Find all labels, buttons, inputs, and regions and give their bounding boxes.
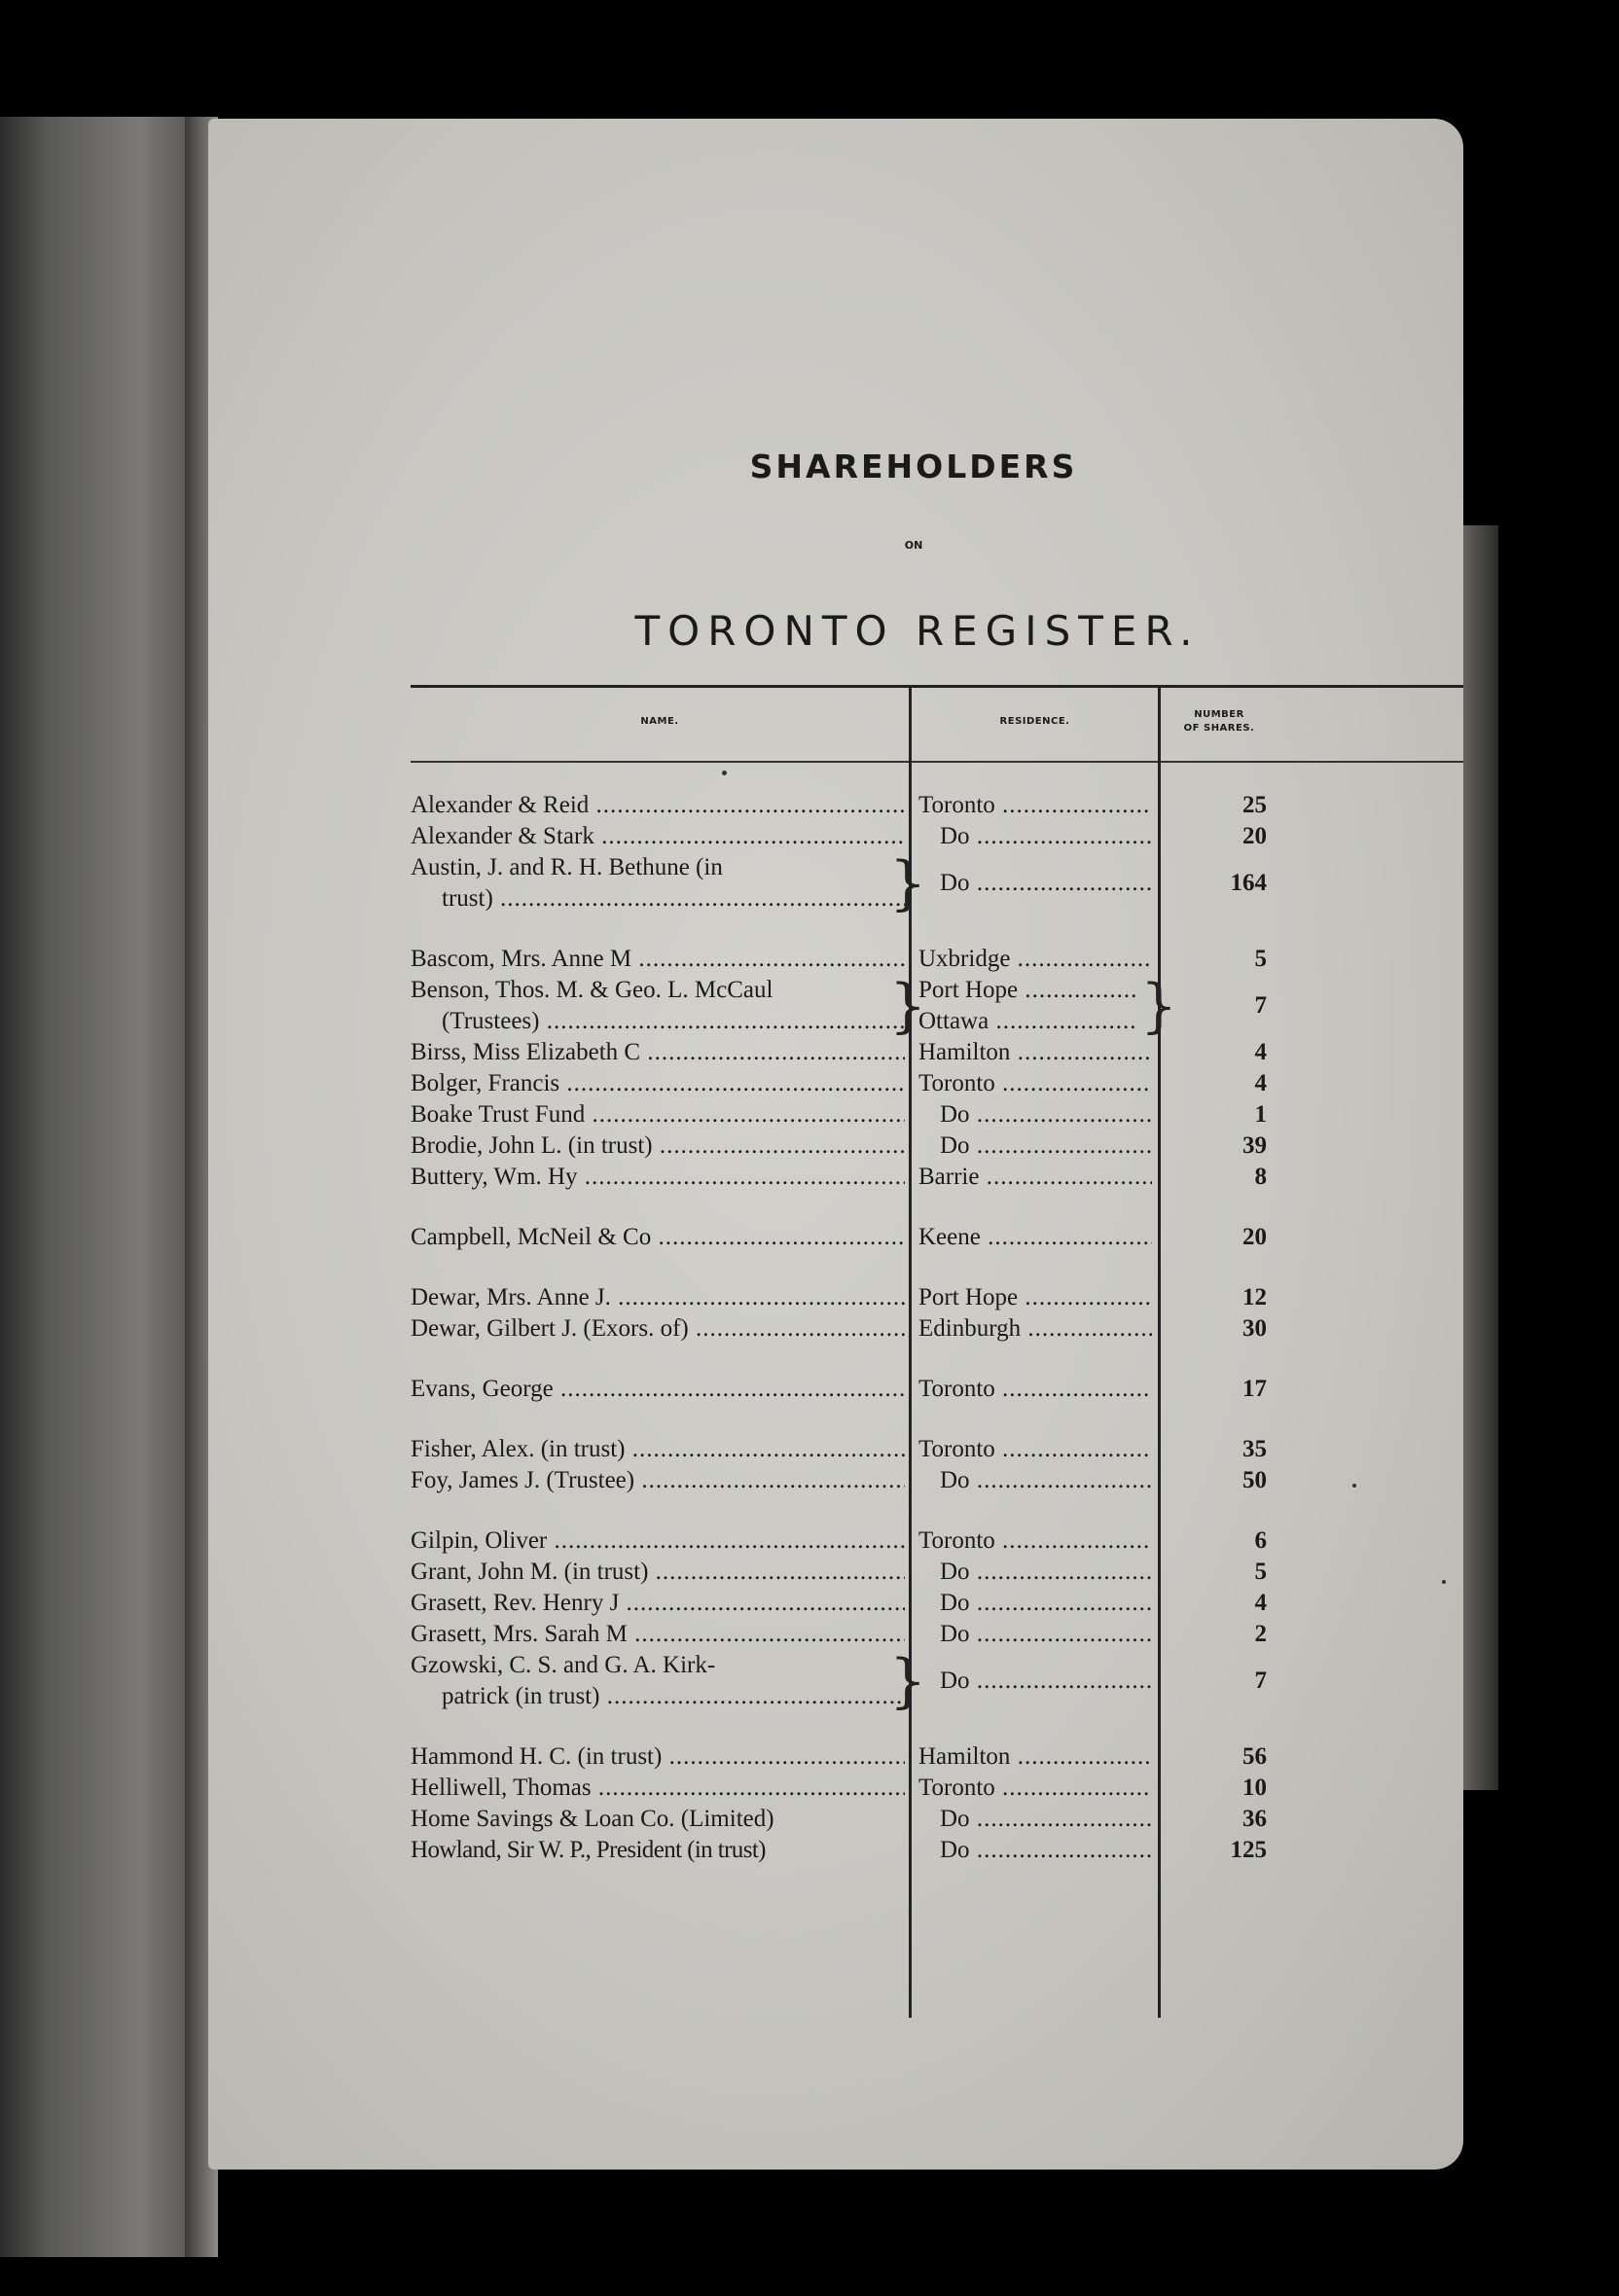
shareholder-residence: Do ..... (918, 823, 1152, 849)
shareholder-residence: Do ..... (918, 1467, 1152, 1493)
shareholder-shares: 7 (1254, 992, 1267, 1019)
shareholder-shares: 4 (1254, 1590, 1267, 1616)
brace-glyph: } (889, 1647, 927, 1715)
table-row (208, 1588, 1463, 1619)
table-row (208, 821, 1463, 852)
shareholder-shares: 4 (1254, 1039, 1267, 1065)
shareholder-name: Campbell, McNeil & Co ..... (411, 1224, 905, 1250)
shareholder-name: Home Savings & Loan Co. (Limited) (411, 1806, 774, 1832)
table-row (208, 972, 1463, 1040)
shareholder-shares: 4 (1254, 1070, 1267, 1096)
shareholder-shares: 35 (1242, 1436, 1267, 1462)
shareholder-name: Grasett, Mrs. Sarah M ..... (411, 1621, 905, 1647)
shareholder-shares: 56 (1242, 1743, 1267, 1770)
shareholder-name: Foy, James J. (Trustee) ..... (411, 1467, 905, 1493)
shareholder-residence: Toronto ..... (918, 1436, 1152, 1462)
right-page (208, 119, 1463, 2170)
paper-speck (1352, 1484, 1356, 1488)
table-row (208, 944, 1463, 975)
page-subtitle: TORONTO REGISTER. (634, 607, 1201, 655)
table-top-rule (411, 685, 1463, 688)
shareholder-name: Bolger, Francis ..... (411, 1070, 905, 1096)
shareholder-residence: Toronto ..... (918, 1070, 1152, 1096)
shareholder-name: Dewar, Gilbert J. (Exors. of) ..... (411, 1315, 905, 1342)
brace-glyph: } (889, 972, 927, 1040)
shareholder-name: Hammond H. C. (in trust) ..... (411, 1743, 905, 1770)
shareholder-name: Boake Trust Fund ..... (411, 1101, 905, 1128)
shareholder-residence: Toronto ..... (918, 792, 1152, 818)
column-header-residence: RESIDENCE. (999, 716, 1070, 727)
shareholder-table (208, 790, 1463, 1866)
paper-speck (722, 771, 727, 775)
table-row (208, 1465, 1463, 1496)
page-title-connector: ON (904, 539, 923, 552)
shareholder-shares: 20 (1242, 823, 1267, 849)
table-row (208, 1741, 1463, 1773)
table-row (208, 1525, 1463, 1557)
table-row (208, 1647, 1463, 1715)
shareholder-name: Grasett, Rev. Henry J ..... (411, 1590, 905, 1616)
table-row (208, 1434, 1463, 1465)
brace-glyph: } (1140, 972, 1178, 1040)
table-row (208, 1773, 1463, 1804)
shareholder-residence-line2: Ottawa ..... (918, 1006, 1137, 1037)
shareholder-name: Bascom, Mrs. Anne M ..... (411, 946, 905, 972)
shareholder-shares: 36 (1242, 1806, 1267, 1832)
page-content (208, 119, 1463, 2170)
shareholder-shares: 6 (1254, 1527, 1267, 1554)
table-row (208, 1282, 1463, 1313)
table-row (208, 790, 1463, 821)
shareholder-shares: 164 (1230, 870, 1267, 896)
shareholder-name-line2: (Trustees) ..... (442, 1008, 905, 1034)
shareholder-name: Helliwell, Thomas ..... (411, 1775, 905, 1801)
shareholder-name: Birss, Miss Elizabeth C ..... (411, 1039, 905, 1065)
shareholder-name: Gilpin, Oliver ..... (411, 1527, 905, 1554)
shareholder-shares: 20 (1242, 1224, 1267, 1250)
column-header-name: NAME. (640, 716, 679, 727)
shareholder-shares: 8 (1254, 1164, 1267, 1190)
shareholder-residence: Barrie ..... (918, 1164, 1152, 1190)
table-row (208, 1619, 1463, 1650)
left-page (0, 117, 199, 2257)
table-row (208, 849, 1463, 917)
shareholder-residence: Do ..... (918, 1621, 1152, 1647)
shareholder-shares: 5 (1254, 946, 1267, 972)
shareholder-shares: 2 (1254, 1621, 1267, 1647)
shareholder-name-line2: trust) ..... (442, 885, 905, 912)
shareholder-name: Evans, George ..... (411, 1376, 905, 1402)
shareholder-residence: Edinburgh ..... (918, 1315, 1152, 1342)
shareholder-residence: Toronto ..... (918, 1376, 1152, 1402)
shareholder-name: Alexander & Reid ..... (411, 792, 905, 818)
table-row (208, 1068, 1463, 1099)
shareholder-residence: Do ..... (918, 1101, 1152, 1128)
shareholder-name-line1: Gzowski, C. S. and G. A. Kirk- (411, 1652, 716, 1678)
shareholder-residence: Port Hope ..... (918, 1284, 1152, 1310)
shareholder-residence: Toronto ..... (918, 1775, 1152, 1801)
page-edge (1459, 525, 1498, 1790)
table-row (208, 1162, 1463, 1193)
shareholder-name: Fisher, Alex. (in trust) ..... (411, 1436, 905, 1462)
column-header-shares-line1: NUMBER (1194, 709, 1244, 720)
table-row (208, 1835, 1463, 1866)
column-header-shares (1161, 708, 1277, 735)
shareholder-residence: Do ..... (918, 870, 1152, 896)
shareholder-residence: Keene ..... (918, 1224, 1152, 1250)
shareholder-shares: 39 (1242, 1132, 1267, 1159)
brace-glyph: } (889, 849, 927, 917)
table-row (208, 1037, 1463, 1068)
table-row (208, 1099, 1463, 1130)
shareholder-name-line2: patrick (in trust) ..... (442, 1683, 905, 1709)
shareholder-residence: Hamilton ..... (918, 1743, 1152, 1770)
shareholder-shares: 5 (1254, 1559, 1267, 1585)
table-row (208, 1374, 1463, 1405)
shareholder-residence: Do ..... (918, 1806, 1152, 1832)
shareholder-residence: Do ..... (918, 1590, 1152, 1616)
shareholder-name: Grant, John M. (in trust) ..... (411, 1559, 905, 1585)
shareholder-name: Howland, Sir W. P., President (in trust) (411, 1837, 766, 1863)
shareholder-shares: 7 (1254, 1668, 1267, 1694)
column-header-shares-line2: OF SHARES. (1183, 723, 1255, 734)
shareholder-residence: Do ..... (918, 1559, 1152, 1585)
shareholder-name-line1: Benson, Thos. M. & Geo. L. McCaul (411, 977, 774, 1003)
shareholder-shares: 50 (1242, 1467, 1267, 1493)
shareholder-shares: 30 (1242, 1315, 1267, 1342)
table-row (208, 1557, 1463, 1588)
page-title: SHAREHOLDERS (749, 448, 1078, 485)
table-header-rule (411, 761, 1463, 763)
shareholder-residence: Toronto ..... (918, 1527, 1152, 1554)
shareholder-residence: Hamilton ..... (918, 1039, 1152, 1065)
shareholder-shares: 25 (1242, 792, 1267, 818)
shareholder-name-line1: Austin, J. and R. H. Bethune (in (411, 854, 723, 880)
shareholder-name: Buttery, Wm. Hy ..... (411, 1164, 905, 1190)
shareholder-name: Dewar, Mrs. Anne J. ..... (411, 1284, 905, 1310)
shareholder-residence: Uxbridge ..... (918, 946, 1152, 972)
shareholder-residence: Do ..... (918, 1132, 1152, 1159)
shareholder-shares: 1 (1254, 1101, 1267, 1128)
shareholder-residence-line1: Port Hope ..... (918, 975, 1137, 1006)
shareholder-shares: 125 (1230, 1837, 1267, 1863)
shareholder-residence: Do ..... (918, 1837, 1152, 1863)
table-row (208, 1804, 1463, 1835)
table-row (208, 1222, 1463, 1253)
shareholder-shares: 12 (1242, 1284, 1267, 1310)
shareholder-shares: 17 (1242, 1376, 1267, 1402)
shareholder-name: Brodie, John L. (in trust) ..... (411, 1132, 905, 1159)
table-row (208, 1130, 1463, 1162)
paper-speck (1442, 1580, 1446, 1584)
shareholder-shares: 10 (1242, 1775, 1267, 1801)
shareholder-name: Alexander & Stark ..... (411, 823, 905, 849)
shareholder-residence: Do ..... (918, 1668, 1152, 1694)
table-row (208, 1313, 1463, 1345)
